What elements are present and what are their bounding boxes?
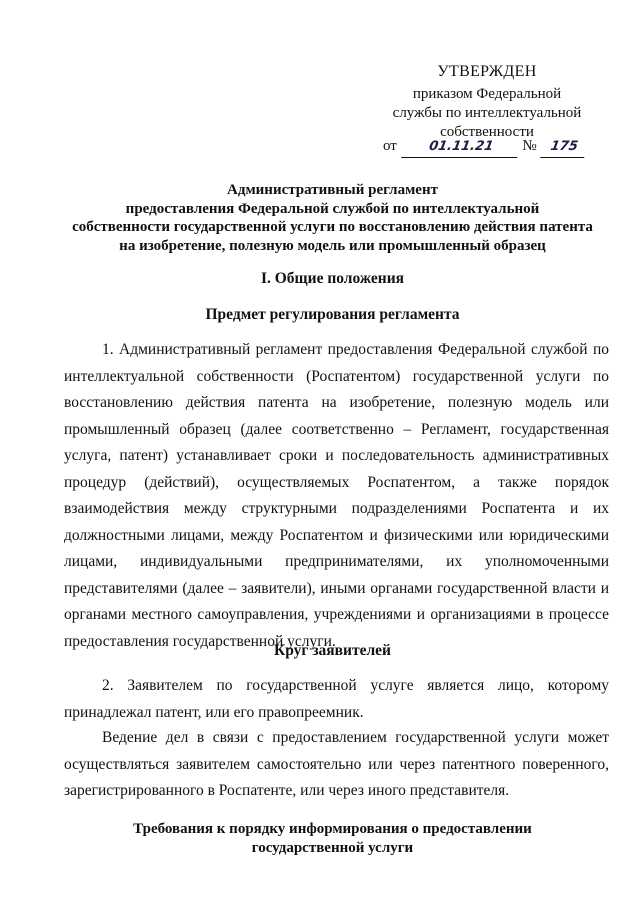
handwritten-number: 175 <box>541 137 589 158</box>
order-date-number-line <box>383 136 598 158</box>
subsection-heading-subject: Предмет регулирования регламента <box>205 306 460 323</box>
approval-line: приказом Федеральной <box>412 86 562 102</box>
number-prefix: № <box>522 138 537 154</box>
approval-line: собственности <box>440 124 534 140</box>
approval-line: службы по интеллектуальной <box>392 105 582 121</box>
title-line: предоставления Федеральной службой по интеллектуальной <box>125 200 540 217</box>
subsection-heading-informing <box>60 820 605 857</box>
title-line: собственности государственной услуги по восстановлению действия патента <box>72 219 593 235</box>
paragraph-2: 2. Заявителем по государственной услуге является лицо, которому принадлежал патент, или его правопреемник. <box>64 677 609 721</box>
title-line: на изобретение, полезную модель или промышленный образец <box>119 237 546 254</box>
approval-stamp <box>392 62 582 142</box>
approval-heading: УТВЕРЖДЕН <box>437 63 537 80</box>
date-prefix: от <box>383 138 397 154</box>
handwritten-date: 01.11.21 <box>401 137 521 158</box>
subsection-heading-applicants: Круг заявителей <box>274 642 391 659</box>
paragraph-3: Ведение дел в связи с предоставлением государственной услуги может осуществляться заявителем самостоятельно или через патентного поверенного, зарегистрированного в Роспатенте, или через иного представителя. <box>64 729 609 799</box>
paragraph-1: 1. Административный регламент предоставления Федеральной службой по интеллектуальной собственности (Роспатентом) государственной услуги по восстановлению действия патента на изобретение, полезную модель или промышленный образец (далее соответственно – Регламент, государственная услуга, патент) устанавливает сроки и последовательность административных процедур (действий), осуществляемых Роспатентом, а также порядок взаимодействия между структурными подразделениями Роспатента и их должностными лицами, между Роспатентом и физическими или юридическими лицами, индивидуальными предпринимателями, их уполномоченными представителями (далее – заявители), иными органами государственной власти и органами местного самоуправления, учреждениями и организациями в процессе предоставления государственной услуги. <box>64 341 609 650</box>
section-heading-general: I. Общие положения <box>260 270 405 287</box>
heading-line: государственной услуги <box>251 839 414 856</box>
title-line: Административный регламент <box>227 182 438 198</box>
document-title <box>60 181 605 255</box>
heading-line: Требования к порядку информирования о предоставлении <box>133 821 532 837</box>
